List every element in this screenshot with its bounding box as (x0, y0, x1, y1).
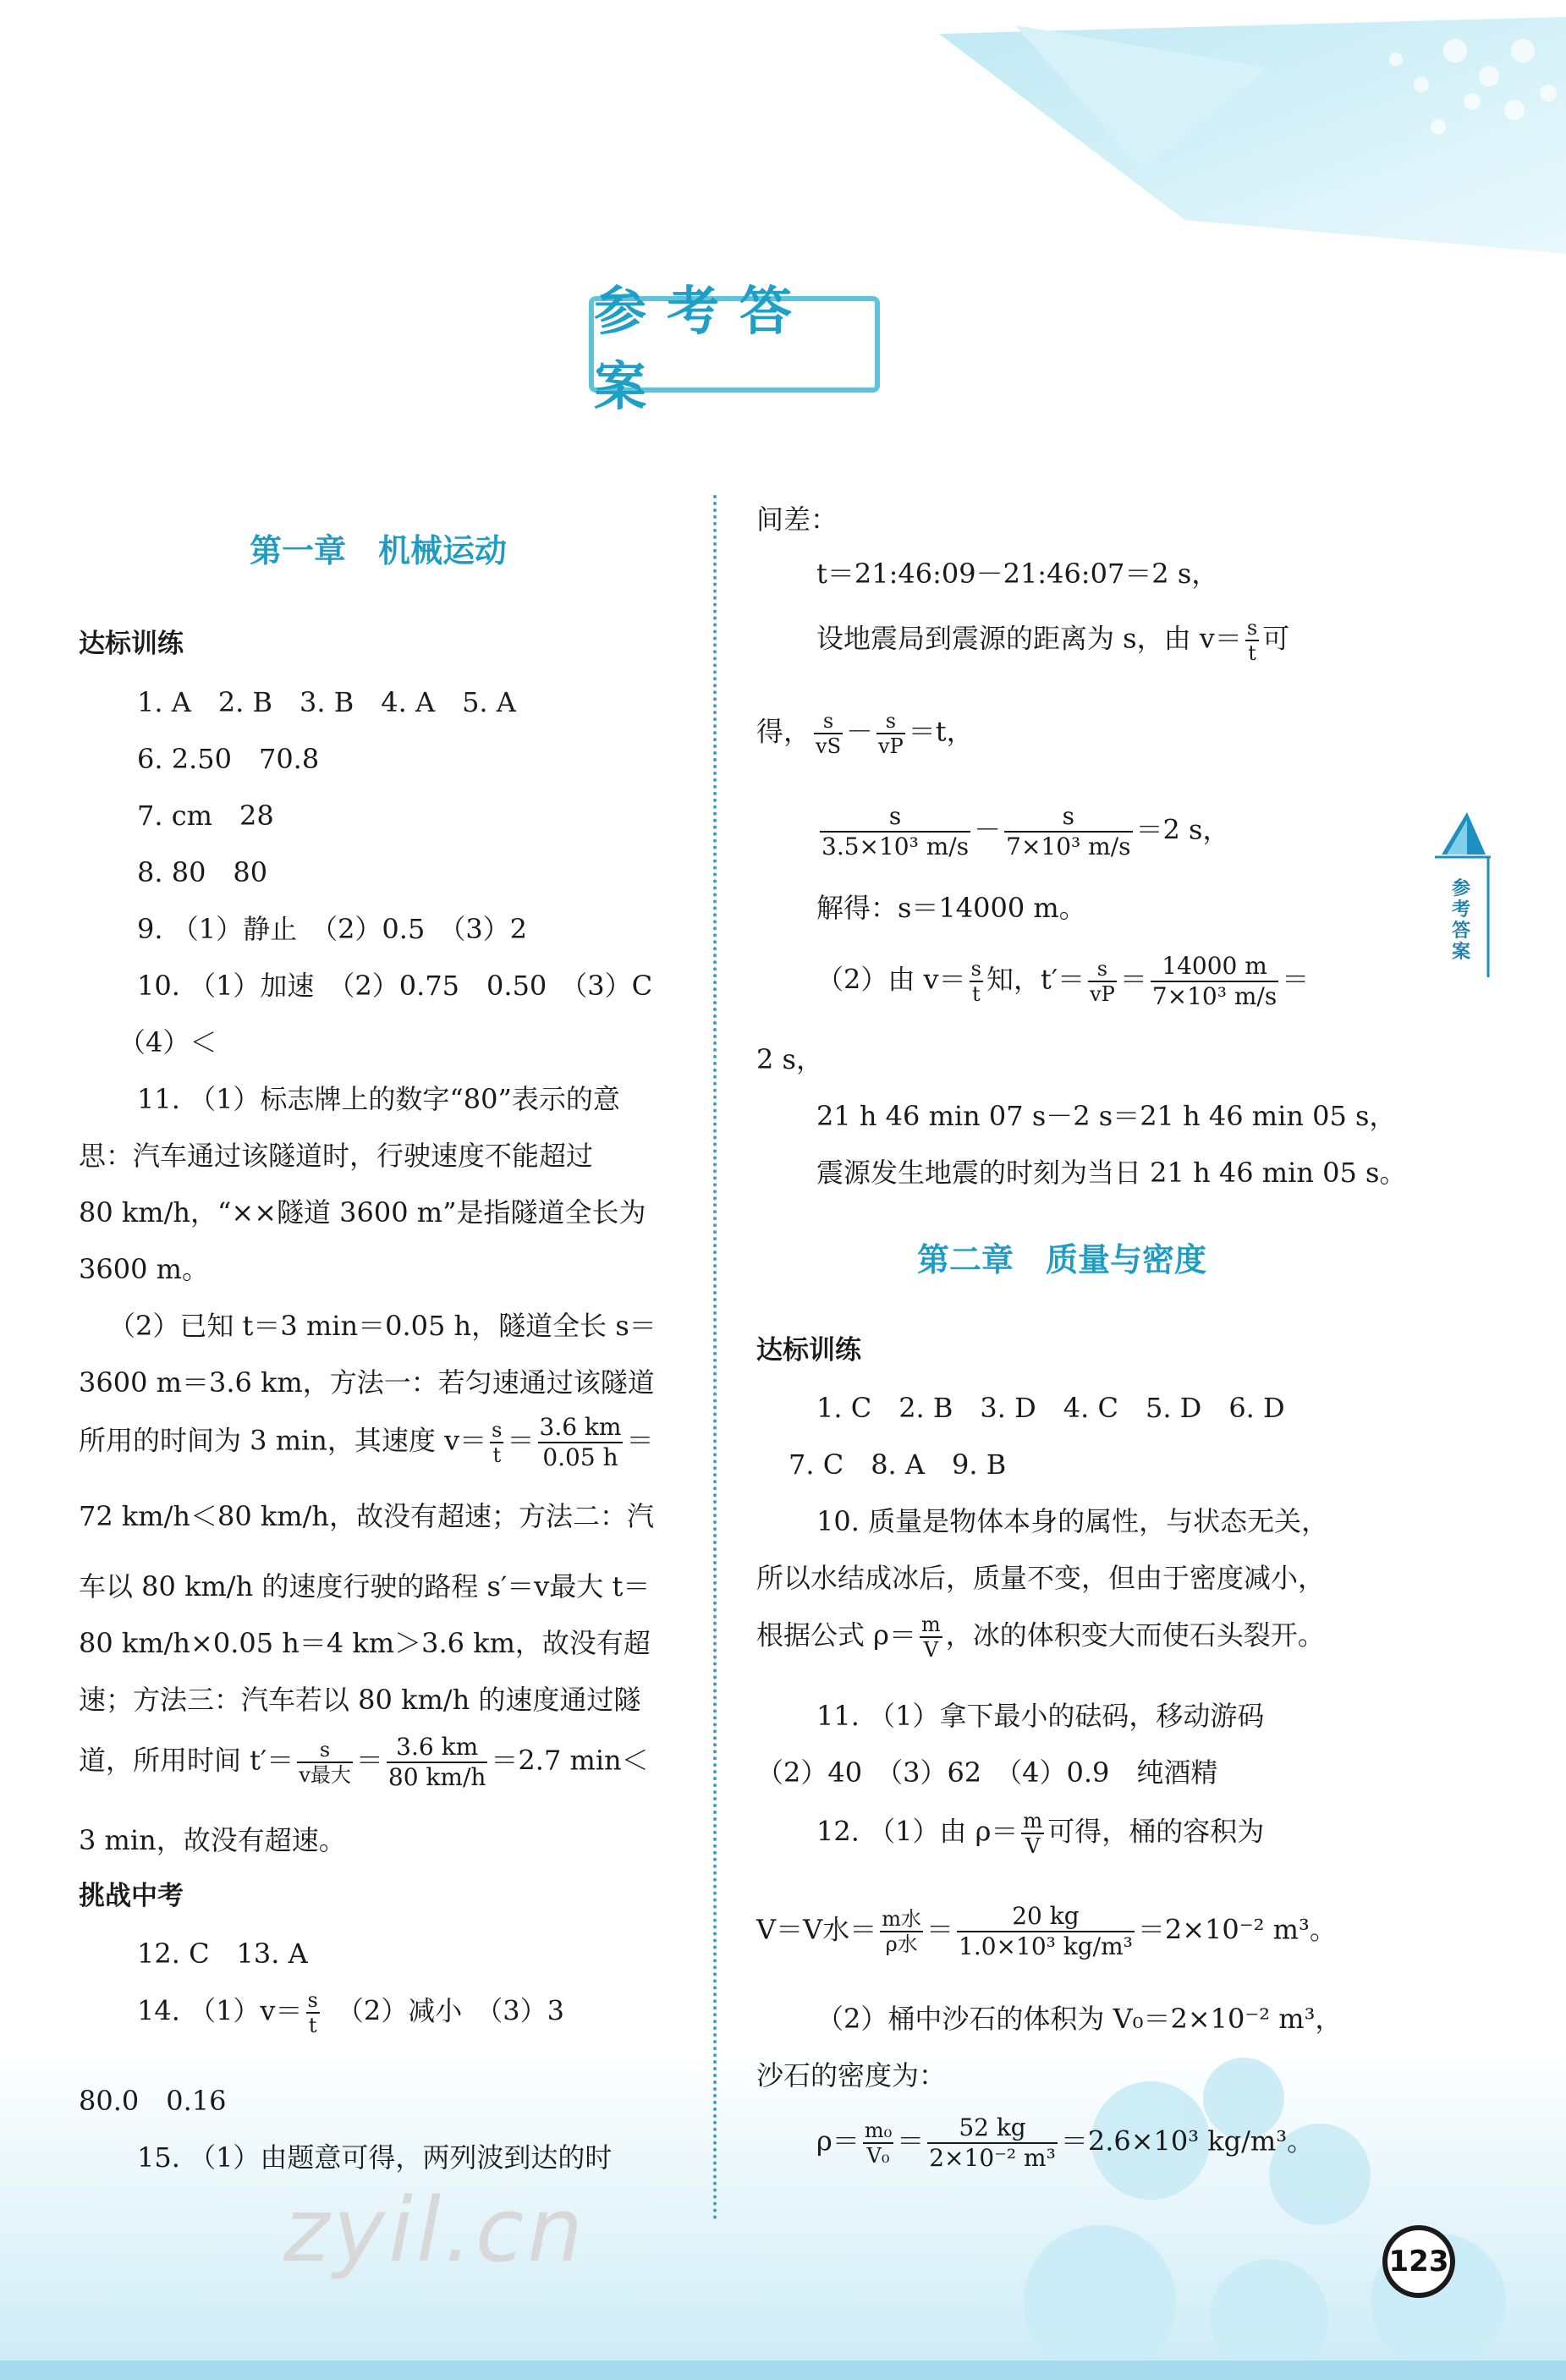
answer-line: 80 km/h，“××隧道 3600 m”是指隧道全长为 (79, 1196, 646, 1228)
answer-line: （2）40 （3）62 （4）0.9 纯酒精 (756, 1756, 1218, 1789)
section-heading: 达标训练 (79, 629, 184, 659)
answer-line: 3 min，故没有超速。 (79, 1824, 346, 1856)
answer-line: 80.0 0.16 (79, 2085, 227, 2117)
answer-line: 10. （1）加速 （2）0.75 0.50 （3）C (137, 970, 653, 1002)
answer-line: 所以水结成冰后，质量不变，但由于密度减小， (756, 1562, 1326, 1594)
answer-line: 得， $\frac{s}{vS}$ － $\frac{s}{vP}$ ＝t， (756, 709, 974, 758)
answer-line: $\frac{s}{\text{3.5×10³ m/s}}$ － $\frac{s}{\text{7×10³ m/s}}$ ＝2 s， (821, 802, 1230, 860)
answer-line: 8. 80 80 (137, 856, 268, 888)
chapter-2-heading: 第二章 质量与密度 (917, 1240, 1207, 1278)
section-heading: 挑战中考 (79, 1881, 184, 1911)
answer-line: 解得：s＝14000 m。 (816, 892, 1086, 924)
answer-line: 根据公式 ρ＝ $\frac{m}{V}$ ，冰的体积变大而使石头裂开。 (756, 1613, 1325, 1662)
answer-line: 12. C 13. A (137, 1938, 308, 1970)
answer-line: 7. cm 28 (137, 800, 274, 832)
answer-line: （4）＜ (118, 1026, 217, 1058)
answer-line: 3600 m＝3.6 km，方法一：若匀速通过该隧道 (79, 1366, 655, 1399)
answer-line: 车以 80 km/h 的速度行驶的路程 s′＝v最大 t＝ (79, 1570, 651, 1602)
answer-line: 所用的时间为 3 min，其速度 v＝ $\frac{s}{t}$ ＝ $\frac{3.6 km}{0.05 h}$ ＝ (79, 1413, 654, 1471)
answer-line: 1. A 2. B 3. B 4. A 5. A (137, 686, 516, 718)
answer-line: 72 km/h＜80 km/h，故没有超速；方法二：汽 (79, 1500, 655, 1532)
answer-line: （2）已知 t＝3 min＝0.05 h，隧道全长 s＝ (108, 1310, 657, 1342)
answer-line: 9. （1）静止 （2）0.5 （3）2 (137, 913, 528, 945)
answer-line: 11. （1）拿下最小的砝码，移动游码 (816, 1700, 1265, 1732)
watermark: zyil.cn (283, 2179, 587, 2282)
answer-line: 80 km/h×0.05 h＝4 km＞3.6 km，故没有超 (79, 1627, 651, 1659)
column-divider (713, 495, 717, 2221)
answer-line: 11. （1）标志牌上的数字“80”表示的意 (137, 1083, 620, 1115)
section-heading: 达标训练 (756, 1335, 861, 1366)
answer-line: 7. C 8. A 9. B (788, 1448, 1007, 1481)
answer-line: （2）桶中沙石的体积为 V₀＝2×10⁻² m³， (816, 2003, 1343, 2035)
answer-line: （2）由 v＝ $\frac{s}{t}$ 知，t′＝ $\frac{s}{vP}$ ＝ $\frac{14000 m}{\text{7×10³ m/s}}$ ＝ (816, 952, 1310, 1010)
answer-line: 3600 m。 (79, 1253, 209, 1285)
answer-line: 震源发生地震的时刻为当日 21 h 46 min 05 s。 (816, 1157, 1407, 1189)
answer-line: 1. C 2. B 3. D 4. C 5. D 6. D (816, 1392, 1285, 1424)
chapter-1-heading: 第一章 机械运动 (250, 531, 508, 569)
side-tab-label: 参考答案 (1451, 877, 1470, 963)
footer-decoration (0, 2047, 1566, 2380)
answer-line: 速；方法三：汽车若以 80 km/h 的速度通过隧 (79, 1684, 641, 1716)
answer-line: 间差： (756, 503, 838, 536)
answer-line: V＝V水＝ m水 ρ水 ＝ $\frac{20 kg}{\text{1.0×10³ kg/m³}}$ ＝2×10⁻² m³。 (756, 1902, 1337, 1960)
answer-line: 12. （1）由 ρ＝ $\frac{m}{V}$ 可得，桶的容积为 (816, 1809, 1265, 1858)
answer-line: t＝21:46:09－21:46:07＝2 s， (816, 558, 1219, 590)
answer-line: 道，所用时间 t′＝ s v最大 ＝ $\frac{3.6 km}{80 km/h}$ ＝2.7 min＜ (79, 1733, 649, 1791)
answer-line: 2 s， (756, 1043, 823, 1075)
answer-line: 10. 质量是物体本身的属性，与状态无关， (816, 1505, 1329, 1537)
page-title: 参考答案 (589, 296, 880, 393)
answer-line: 设地震局到震源的距离为 s，由 v＝ $\frac{s}{t}$ 可 (816, 616, 1290, 665)
answer-line: 沙石的密度为： (756, 2059, 947, 2091)
page-number: 123 (1382, 2225, 1455, 2298)
answer-line: 15. （1）由题意可得，两列波到达的时 (137, 2141, 613, 2174)
answer-line: 14. （1）v＝ $\frac{s}{t}$ （2）减小 （3）3 (137, 1988, 564, 2037)
answer-line: 6. 2.50 70.8 (137, 743, 320, 775)
answer-line: 21 h 46 min 07 s－2 s＝21 h 46 min 05 s， (816, 1100, 1397, 1132)
answer-line: ρ＝ $\frac{\text{m₀}}{\text{V₀}}$ ＝ $\frac{52 kg}{\text{2×10⁻² m³}}$ ＝2.6×10³ kg/m³。 (816, 2113, 1315, 2172)
answer-line: 思：汽车通过该隧道时，行驶速度不能超过 (79, 1140, 594, 1172)
